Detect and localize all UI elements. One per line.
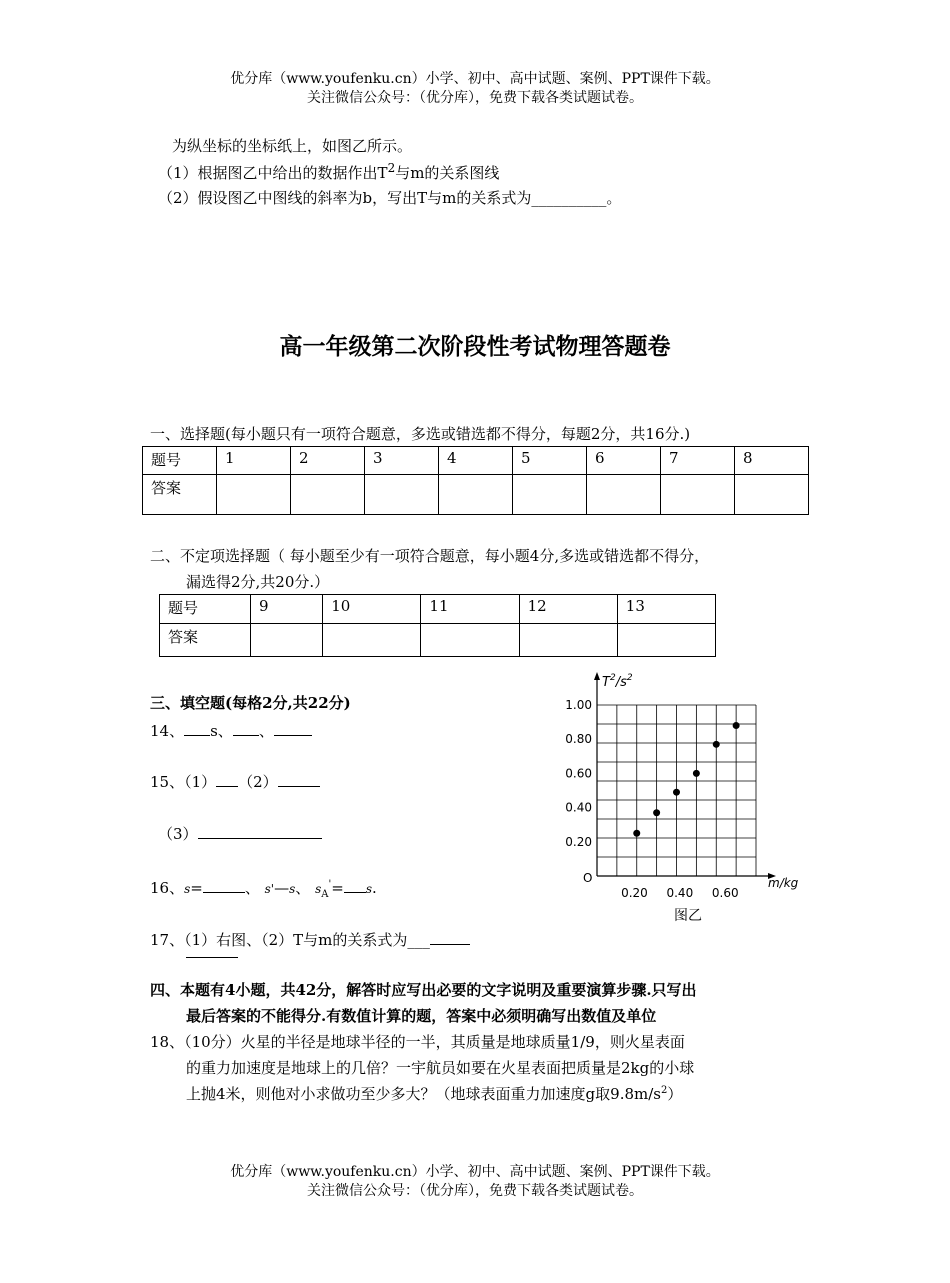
q17-blank-prefix: ___ (407, 931, 430, 949)
x-tick-label: 0.40 (666, 886, 694, 900)
q18-line-3-end: ） (667, 1085, 683, 1103)
x-tick-label: 0.20 (621, 886, 648, 900)
q16 (150, 877, 377, 900)
y-axis-label: $T^2/s^2$ (602, 673, 633, 690)
table-cell: 7 (661, 447, 735, 475)
table-cell: 题号 (160, 595, 251, 624)
q18-line-3-pre: 上抛4米，则他对小求做功至少多大？（地球表面重力加速度g取9.8m/s (186, 1085, 661, 1103)
footer-line-1: 优分库（www.youfenku.cn）小学、初中、高中试题、案例、PPT课件下载。 (230, 1164, 720, 1180)
chart-caption: 图乙 (674, 908, 702, 924)
answer-cell-3[interactable] (365, 475, 439, 515)
answer-cell-1[interactable] (217, 475, 291, 515)
q17-blank-continued[interactable] (186, 957, 238, 958)
answer-cell-11[interactable] (421, 624, 519, 657)
q18-line-3 (186, 1083, 682, 1104)
q15-blank-2[interactable] (278, 772, 320, 787)
table-cell: 答案 (160, 624, 251, 657)
q16-s: s (184, 882, 191, 896)
answer-cell-12[interactable] (519, 624, 617, 657)
q17-blank[interactable] (430, 930, 470, 945)
y-tick-label: 0.20 (565, 834, 592, 849)
section2-heading-line-2: 漏选得2分,共20分.） (186, 573, 330, 591)
q14-blank-3[interactable] (274, 721, 312, 736)
intro-q1-pre: （1）根据图乙中给出的数据作出T (158, 164, 388, 182)
q15-3-label: （3） (158, 825, 198, 843)
q16-eq-2: = (331, 879, 344, 897)
header-line-1: 优分库（www.youfenku.cn）小学、初中、高中试题、案例、PPT课件下载。 (230, 71, 720, 87)
section4-heading-line-1: 四、本题有4小题，共42分，解答时应写出必要的文字说明及重要演算步骤.只写出 (150, 981, 697, 999)
table-cell: 1 (217, 447, 291, 475)
q16-sa: s (315, 882, 322, 896)
y-tick-label: 1.00 (565, 698, 592, 712)
q16-blank-2[interactable] (344, 878, 366, 893)
table-cell: 9 (251, 595, 323, 624)
section3-heading: 三、填空题(每格2分,共22分) (150, 694, 351, 712)
chart-plot-area (565, 672, 798, 924)
section1-heading: 一、选择题(每小题只有一项符合题意，多选或错选都不得分，每题2分，共16分.) (150, 425, 691, 443)
intro-q2-pre: （2）假设图乙中图线的斜率为b，写出T与m的关系式为 (158, 189, 532, 207)
answer-cell-5[interactable] (513, 475, 587, 515)
q16-label: 16、 (150, 879, 185, 897)
t2-m-graph (560, 668, 810, 928)
data-point (653, 809, 660, 816)
q16-sp: s' (264, 882, 275, 896)
page-title: 高一年级第二次阶段性考试物理答题卷 (279, 333, 671, 360)
q14-unit: s (210, 722, 218, 740)
answer-cell-6[interactable] (587, 475, 661, 515)
q18-line-2: 的重力加速度是地球上的几倍？一宇航员如要在火星表面把质量是2kg的小球 (186, 1059, 695, 1077)
answer-cell-10[interactable] (323, 624, 421, 657)
answer-cell-8[interactable] (735, 475, 809, 515)
data-point (733, 722, 740, 729)
table-cell: 8 (735, 447, 809, 475)
q14 (150, 720, 312, 741)
q17 (150, 929, 470, 950)
x-tick-label: 0.60 (711, 886, 739, 900)
table-row (143, 475, 809, 515)
q16-s-2: s (289, 882, 296, 896)
table-cell: 13 (617, 595, 715, 624)
table-row (160, 595, 716, 624)
q16-sa-prime: ' (328, 879, 332, 890)
q17-text: 17、（1）右图、（2）T与m的关系式为 (150, 931, 408, 949)
y-tick-label: 0.40 (565, 800, 592, 815)
origin-label: O (583, 871, 593, 885)
table-cell: 题号 (143, 447, 217, 475)
section2-answer-table (159, 594, 716, 657)
table-cell: 2 (291, 447, 365, 475)
q16-sa-sub: A (321, 889, 329, 900)
intro-q1-post: 与m的关系图线 (395, 164, 500, 182)
q16-s-3: s (365, 882, 372, 896)
answer-cell-13[interactable] (617, 624, 715, 657)
answer-cell-2[interactable] (291, 475, 365, 515)
table-cell: 10 (323, 595, 421, 624)
q16-dash: — (274, 879, 290, 897)
data-point (713, 741, 720, 748)
intro-q2-end: 。 (606, 189, 622, 207)
q15 (150, 771, 320, 792)
table-cell: 4 (439, 447, 513, 475)
table-cell: 12 (519, 595, 617, 624)
q15-blank-3[interactable] (198, 824, 322, 839)
q15-label: 15、（1） (150, 773, 217, 791)
table-cell: 11 (421, 595, 519, 624)
q16-blank-1[interactable] (203, 878, 245, 893)
table-cell: 5 (513, 447, 587, 475)
q14-blank-2[interactable] (233, 721, 259, 736)
section2-heading-line-1: 二、不定项选择题（ 每小题至少有一项符合题意，每小题4分,多选或错选都不得分， (150, 547, 710, 565)
answer-cell-7[interactable] (661, 475, 735, 515)
data-point (693, 770, 700, 777)
y-axis-arrow-icon (594, 672, 600, 680)
q16-sep-1: 、 (244, 879, 260, 897)
intro-q1-sup: 2 (387, 161, 396, 175)
table-cell: 3 (365, 447, 439, 475)
table-cell: 6 (587, 447, 661, 475)
intro-q1 (158, 161, 499, 183)
q14-label: 14、 (150, 722, 185, 740)
intro-q2 (158, 187, 621, 208)
intro-q2-blank: __________ (531, 189, 607, 207)
answer-cell-9[interactable] (251, 624, 323, 657)
q16-end: . (371, 879, 377, 897)
q14-sep-2: 、 (258, 722, 274, 740)
footer-line-2: 关注微信公众号：（优分库），免费下载各类试题试卷。 (307, 1183, 643, 1199)
section1-answer-table (142, 446, 809, 515)
section4-heading-line-2: 最后答案的不能得分.有数值计算的题，答案中必须明确写出数值及单位 (186, 1007, 657, 1025)
q18-line-1: 18、（10分）火星的半径是地球半径的一半，其质量是地球质量1/9，则火星表面 (150, 1033, 685, 1051)
q14-blank-1[interactable] (184, 721, 210, 736)
q15-mid: （2） (238, 773, 278, 791)
y-tick-label: 0.80 (565, 732, 592, 747)
data-point (633, 830, 640, 837)
data-point (673, 789, 680, 796)
table-row (160, 624, 716, 657)
q16-eq-1: = (190, 879, 203, 897)
q16-sep-2: 、 (295, 879, 311, 897)
q14-sep-1: 、 (217, 722, 233, 740)
q15-part3 (158, 823, 322, 844)
q18-line-3-sup: 2 (660, 1085, 668, 1096)
table-cell: 答案 (143, 475, 217, 515)
y-tick-label: 0.60 (565, 766, 592, 781)
intro-line: 为纵坐标的坐标纸上，如图乙所示。 (172, 137, 413, 155)
header-line-2: 关注微信公众号：（优分库），免费下载各类试题试卷。 (307, 90, 643, 106)
table-row (143, 447, 809, 475)
answer-cell-4[interactable] (439, 475, 513, 515)
x-axis-label: m/kg (768, 876, 799, 890)
q15-blank-1[interactable] (216, 772, 238, 787)
